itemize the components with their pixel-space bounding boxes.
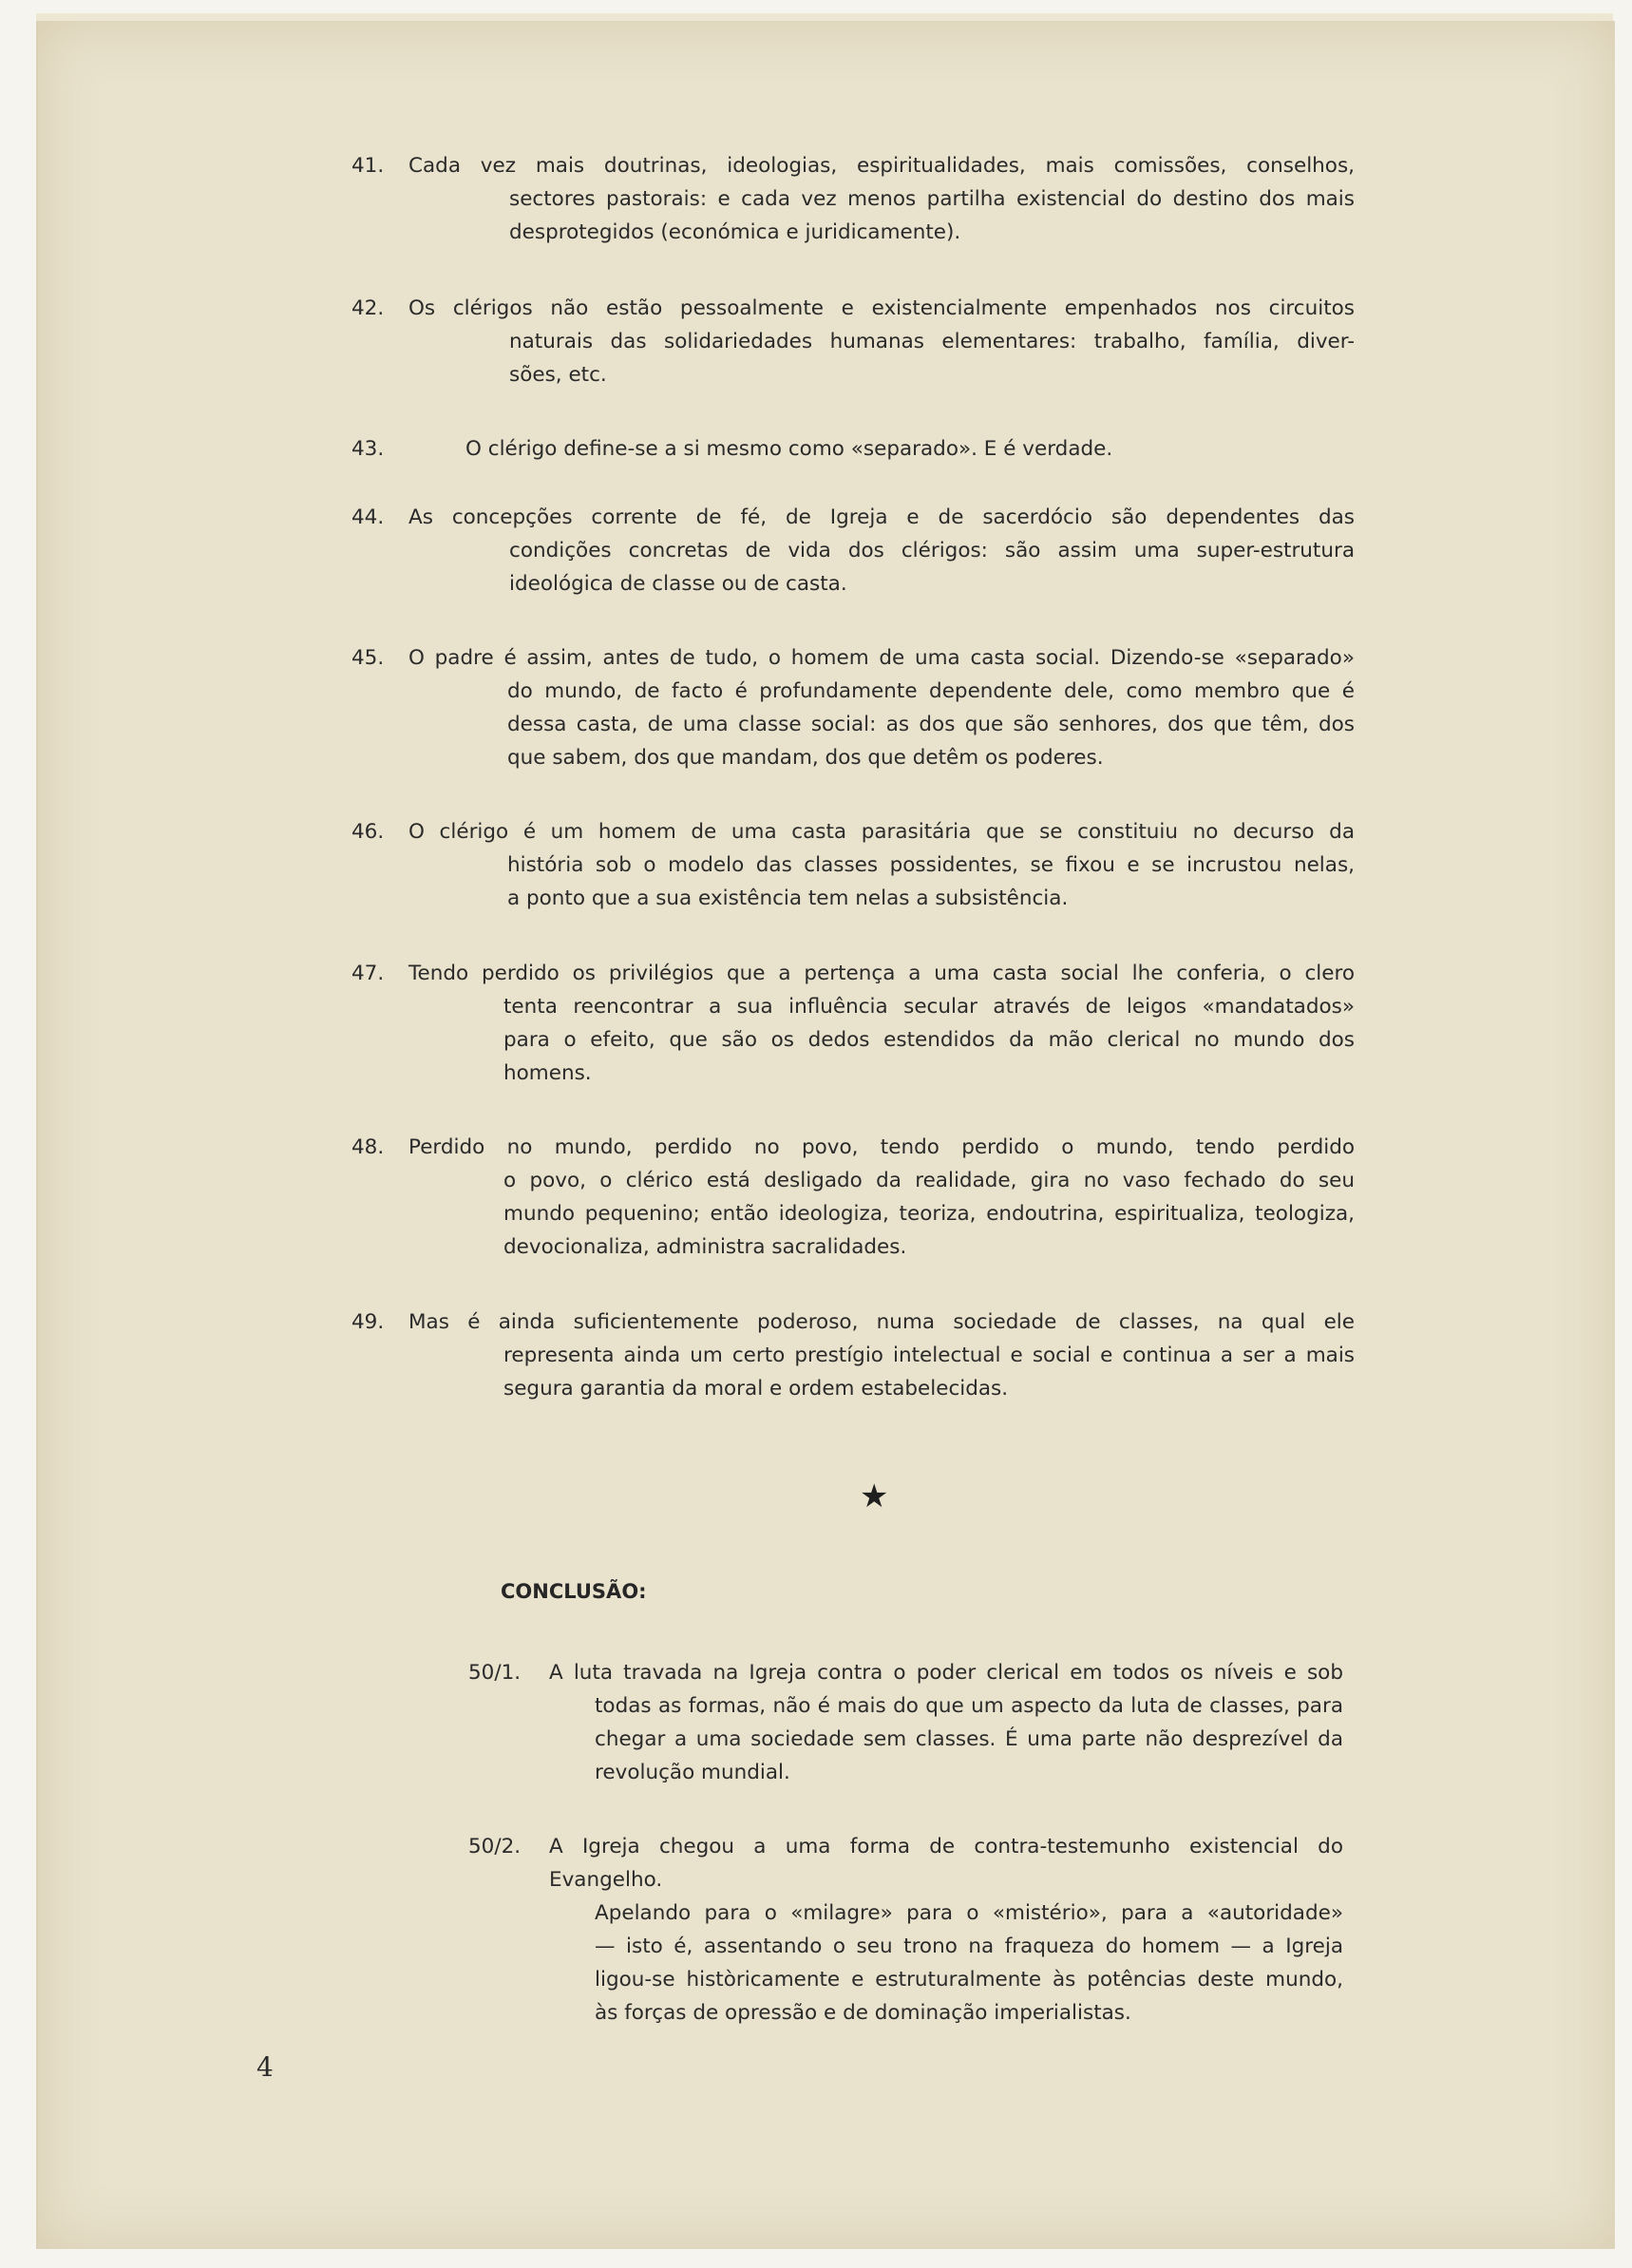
paragraph-line: o povo, o clérico está desligado da realidade, gira no vaso fechado do seu [503,1169,1355,1192]
paragraph-line: a ponto que a sua existência tem nelas a subsistência. [507,886,1069,910]
paragraph-number: 42. [351,296,385,320]
paragraph-line: homens. [503,1061,592,1085]
paragraph-line: condições concretas de vida dos clérigos: são assim uma super-estrutura [509,539,1355,562]
paragraph-number: 46. [351,820,385,844]
numbered-paragraph-41 [351,149,1355,249]
paragraph-line: As concepções corrente de fé, de Igreja e de sacerdócio são dependentes das [408,505,1355,529]
paragraph-number: 48. [351,1135,385,1159]
paragraph-line: ideológica de classe ou de casta. [509,572,847,596]
numbered-paragraph-44 [351,501,1355,600]
conclusion-heading: CONCLUSÃO: [501,1580,647,1603]
numbered-paragraph-42 [351,292,1355,391]
paragraph-line: — isto é, assentando o seu trono na fraqueza do homem — a Igreja [595,1934,1343,1958]
paragraph-number: 45. [351,646,385,670]
numbered-paragraph-48 [351,1131,1355,1264]
paragraph-line: A luta travada na Igreja contra o poder clerical em todos os níveis e sob [549,1661,1343,1685]
paragraph-line: representa ainda um certo prestígio intelectual e social e continua a ser a mais [503,1344,1355,1367]
paragraph-line: mundo pequenino; então ideologiza, teoriza, endoutrina, espiritualiza, teologiza, [503,1202,1355,1226]
paragraph-number: 41. [351,154,385,178]
paragraph-number: 47. [351,962,385,985]
numbered-paragraph-46 [351,815,1355,915]
paragraph-line: que sabem, dos que mandam, dos que detêm os poderes. [507,746,1104,770]
conclusion-paragraph-50-1 [468,1656,1343,1789]
numbered-paragraph-45 [351,641,1355,774]
paragraph-number: 43. [351,437,385,461]
numbered-paragraph-43 [351,432,1355,466]
paragraph-line: devocionaliza, administra sacralidades. [503,1235,907,1259]
paragraph-line: ligou-se històricamente e estruturalmente às potências deste mundo, [595,1968,1343,1992]
paragraph-number: 50/1. [468,1661,522,1685]
page-number: 4 [256,2051,274,2083]
paragraph-number: 44. [351,505,385,529]
paragraph-line: segura garantia da moral e ordem estabelecidas. [503,1377,1009,1401]
paragraph-line: dessa casta, de uma classe social: as dos que são senhores, dos que têm, dos [507,713,1355,736]
paragraph-line: Cada vez mais doutrinas, ideologias, espiritualidades, mais comissões, conselhos, [408,154,1355,178]
paragraph-line: para o efeito, que são os dedos estendidos da mão clerical no mundo dos [503,1028,1355,1052]
paragraph-line: naturais das solidariedades humanas elementares: trabalho, família, diver- [509,330,1355,353]
paragraph-line: O padre é assim, antes de tudo, o homem de uma casta social. Dizendo-se «separado» [408,646,1355,670]
numbered-paragraph-49 [351,1306,1355,1405]
paragraph-line: Perdido no mundo, perdido no povo, tendo perdido o mundo, tendo perdido [408,1135,1355,1159]
paragraph-line: história sob o modelo das classes possidentes, se fixou e se incrustou nelas, [507,853,1355,877]
conclusion-paragraph-50-2 [468,1830,1343,2030]
paragraph-line: sectores pastorais: e cada vez menos partilha existencial do destino dos mais [509,187,1355,211]
paragraph-number: 50/2. [468,1835,522,1858]
paragraph-line: tenta reencontrar a sua influência secular através de leigos «mandatados» [503,995,1355,1019]
paragraph-number: 49. [351,1310,385,1334]
paragraph-line: Mas é ainda suficientemente poderoso, numa sociedade de classes, na qual ele [408,1310,1355,1334]
paragraph-line: desprotegidos (económica e juridicamente). [509,220,961,244]
paragraph-line: revolução mundial. [595,1761,790,1784]
paragraph-line: Os clérigos não estão pessoalmente e existencialmente empenhados nos circuitos [408,296,1355,320]
paragraph-line: A Igreja chegou a uma forma de contra-testemunho existencial do Evangelho. [549,1835,1343,1892]
paragraph-line: Tendo perdido os privilégios que a pertença a uma casta social lhe conferia, o clero [408,962,1355,985]
paragraph-line: às forças de opressão e de dominação imperialistas. [595,2001,1131,2025]
numbered-paragraph-47 [351,957,1355,1090]
paragraph-line: O clérigo define-se a si mesmo como «separado». E é verdade. [465,437,1113,461]
paragraph-line: Apelando para o «milagre» para o «mistério», para a «autoridade» [595,1901,1343,1925]
paragraph-line: sões, etc. [509,363,607,387]
paragraph-line: do mundo, de facto é profundamente dependente dele, como membro que é [507,679,1355,703]
paragraph-line: O clérigo é um homem de uma casta parasitária que se constituiu no decurso da [408,820,1355,844]
section-separator-star: ★ [860,1477,889,1515]
paragraph-line: todas as formas, não é mais do que um aspecto da luta de classes, para [595,1694,1343,1718]
paragraph-line: chegar a uma sociedade sem classes. É uma parte não desprezível da [595,1727,1343,1751]
